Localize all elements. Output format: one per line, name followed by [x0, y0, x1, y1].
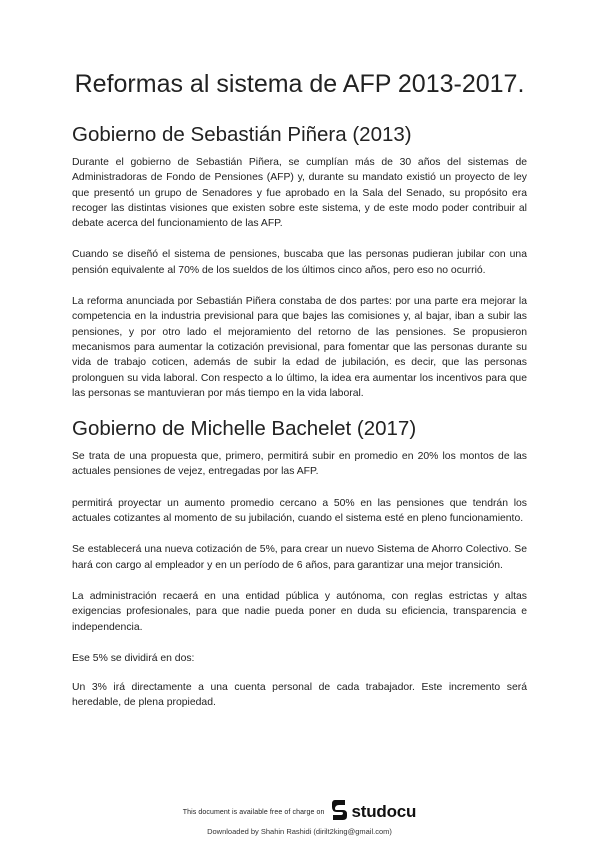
studocu-banner[interactable] — [0, 799, 599, 825]
paragraph: La reforma anunciada por Sebastián Piñera constaba de dos partes: por una parte era mejorar la competencia en la industria previsional para que bajes las comisiones y, al bajar, iban a subir las pensiones, y por otro lado el mejoramiento del retorno de las pensiones. Se propusieron mecanismos para aumentar la cotización previsional, para fomentar que las personas durante su vida de trabajo coticen, además de subir la edad de jubilación, es decir, que las personas prolonguen su vida laboral. Con respecto a lo último, la idea era aumentar los incentivos para que las personas se mantuvieran por más tiempo en la vida laboral. — [72, 296, 527, 399]
paragraph: Ese 5% se dividirá en dos: — [72, 652, 195, 664]
studocu-wordmark: studocu — [351, 802, 417, 821]
document-page — [72, 70, 527, 727]
studocu-logo-icon — [331, 799, 349, 826]
downloaded-by-note: Downloaded by Shahin Rashidi (dirilt2king@gmail.com) — [207, 827, 392, 836]
section-heading-bachelet: Gobierno de Michelle Bachelet (2017) — [72, 417, 417, 441]
paragraph: Se establecerá una nueva cotización de 5%, para crear un nuevo Sistema de Ahorro Colectivo. Se hará con cargo al empleador y en un período de 6 años, para garantizar una mejor transición. — [72, 544, 527, 571]
paragraph: Durante el gobierno de Sebastián Piñera, se cumplían más de 30 años del sistemas de Administradoras de Fondo de Pensiones (AFP) y, durante su mandato existió un proyecto de ley que presentó un grupo de Senadores y fue aprobado en la Sala del Senado, su propósito era recoger las distintas visiones que existen sobre este sistema, y de este modo poder contribuir al debate acerca del funcionamiento de las AFP. — [72, 157, 527, 230]
section-heading-pinera: Gobierno de Sebastián Piñera (2013) — [72, 123, 412, 146]
availability-note: This document is available free of charge on — [182, 808, 325, 816]
page-footer — [0, 799, 599, 836]
studocu-logo[interactable] — [331, 799, 417, 826]
paragraph: Cuando se diseñó el sistema de pensiones, buscaba que las personas pudieran jubilar con una pensión equivalente al 70% de los sueldos de los últimos cinco años, pero eso no ocurrió. — [72, 249, 527, 276]
paragraph: Se trata de una propuesta que, primero, permitirá subir en promedio en 20% los montos de las actuales pensiones de vejez, entregadas por las AFP. — [72, 451, 527, 478]
paragraph: La administración recaerá en una entidad pública y autónoma, con reglas estrictas y altas exigencias profesionales, para que nadie pueda poner en duda su eficiencia, transparencia e independencia. — [72, 590, 527, 633]
paragraph: Un 3% irá directamente a una cuenta personal de cada trabajador. Este incremento será heredable, de plena propiedad. — [72, 682, 527, 709]
document-title: Reformas al sistema de AFP 2013-2017. — [74, 70, 525, 98]
paragraph: permitirá proyectar un aumento promedio cercano a 50% en las pensiones que tendrán los actuales cotizantes al momento de su jubilación, cuando el sistema esté en pleno funcionamiento. — [72, 497, 527, 525]
